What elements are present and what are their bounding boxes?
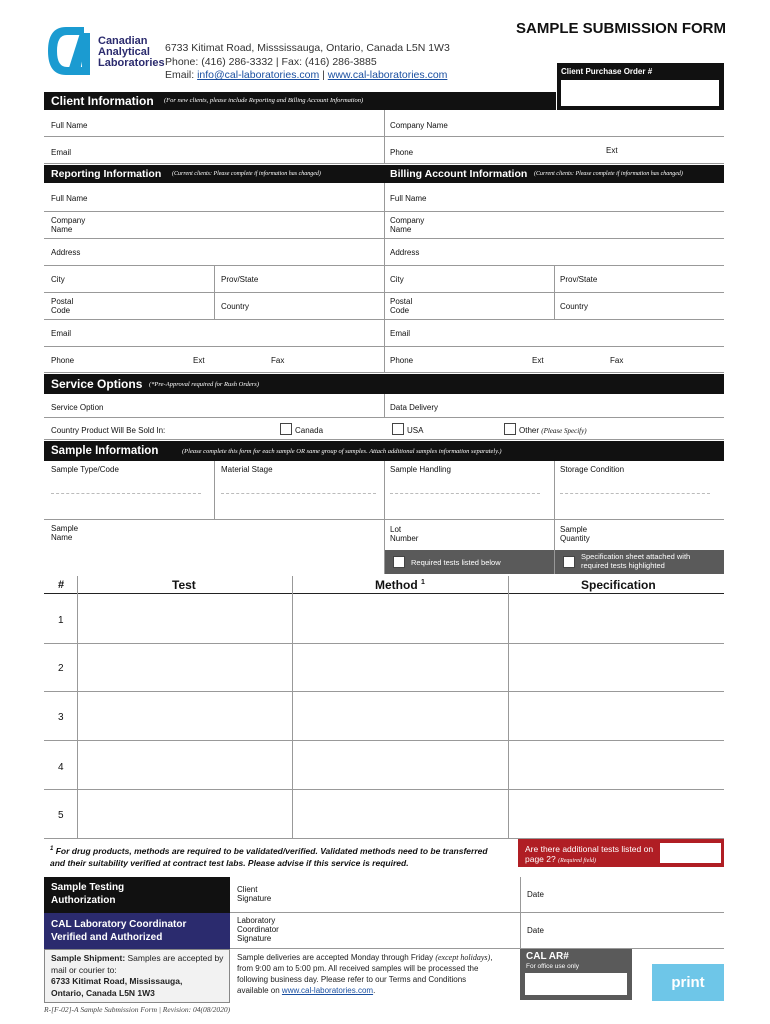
reporting-country-label: Country: [221, 302, 250, 311]
lab-sig-line1: Laboratory: [237, 916, 276, 925]
delivery-end: .: [373, 986, 376, 995]
spec-sheet-box: [555, 550, 724, 574]
reporting-prov-label: Prov/State: [221, 275, 259, 284]
reporting-fax-label: Fax: [271, 356, 285, 365]
lot-number-label: [390, 525, 418, 543]
usa-checkbox[interactable]: [392, 423, 404, 435]
terms-link[interactable]: www.cal-laboratories.com: [281, 986, 374, 995]
lab-sig-line3: Signature: [237, 934, 272, 943]
delivery-info: [237, 952, 497, 996]
reporting-phone-label: Phone: [51, 356, 75, 365]
company-phone-fax: Phone: (416) 286-3332 | Fax: (416) 286-3885: [165, 55, 377, 68]
cal-coord-box: [44, 913, 230, 949]
reporting-billing-grid: [44, 183, 724, 373]
lab-coordinator-signature-label: [237, 916, 279, 943]
billing-header: [384, 165, 724, 183]
data-delivery-label: Data Delivery: [390, 403, 439, 412]
method-footnote-marker: 1: [421, 579, 425, 586]
client-email-label: Email: [51, 148, 72, 157]
shipment-address-line1: 6733 Kitimat Road, Mississauga,: [51, 976, 183, 986]
canada-label: Canada: [295, 426, 324, 435]
client-info-note: (For new clients, please include Reporting and Billing Account Information): [164, 97, 364, 104]
sold-in-label: Country Product Will Be Sold In:: [51, 426, 166, 435]
lab-date-label: Date: [527, 926, 544, 935]
client-signature-field[interactable]: [284, 879, 518, 911]
reporting-title: Reporting Information: [51, 168, 162, 180]
additional-tests-input[interactable]: [660, 843, 721, 863]
tests-header-num: #: [58, 579, 65, 591]
billing-prov-label: Prov/State: [560, 275, 598, 284]
company-address: 6733 Kitimat Road, Misssissauga, Ontario, Canada L5N 1W3: [165, 42, 450, 54]
required-tests-label: Required tests listed below: [411, 558, 501, 567]
required-tests-checkbox[interactable]: [393, 556, 405, 568]
email-link[interactable]: info@cal-laboratories.com: [197, 69, 320, 81]
reporting-city-label: City: [51, 275, 65, 284]
delivery-text-1: Sample deliveries are accepted Monday through Friday: [237, 953, 436, 962]
shipment-text: Samples are accepted by mail or courier to:: [51, 953, 224, 975]
reporting-postal-line: Postal: [51, 297, 74, 306]
quantity-line2: Quantity: [560, 534, 590, 543]
service-option-label: Service Option: [51, 403, 104, 412]
client-company-input[interactable]: [449, 112, 722, 135]
logo-line-2: Analytical: [98, 46, 150, 58]
sample-type-select[interactable]: [51, 493, 201, 494]
client-sig-line2: Signature: [237, 894, 272, 903]
material-stage-label: Material Stage: [221, 465, 273, 474]
lot-line2: Number: [390, 534, 419, 543]
form-footer: R-[F-02]-A Sample Submission Form | Revision: 04(08/2020): [44, 1005, 231, 1014]
sample-note: (Please complete this form for each sample OR same group of samples. Attach additional samples information separately.): [182, 448, 502, 455]
sample-title: Sample Information: [51, 445, 159, 457]
spec-sheet-label: [581, 552, 690, 570]
tests-header-method: [375, 578, 425, 592]
logo-text: [98, 36, 165, 69]
billing-phone-label: Phone: [390, 356, 414, 365]
print-button-label: print: [671, 974, 705, 991]
client-sig-line1: Client: [237, 885, 258, 894]
reporting-email-label: Email: [51, 329, 72, 338]
required-tests-box: [385, 550, 554, 574]
sample-name-line1: Sample: [51, 524, 79, 533]
client-ext-label: Ext: [606, 146, 618, 155]
sample-handling-select[interactable]: [390, 493, 540, 494]
logo-line-3: Laboratories: [98, 57, 165, 69]
reporting-name-line: Name: [51, 225, 73, 234]
shipment-label: Sample Shipment:: [51, 953, 126, 963]
other-checkbox[interactable]: [504, 423, 516, 435]
client-info-header: [44, 92, 556, 110]
shipment-address-line2: Ontario, Canada L5N 1W3: [51, 987, 155, 998]
storage-condition-label: Storage Condition: [560, 465, 625, 474]
additional-tests-question: [525, 844, 655, 866]
other-label: [519, 426, 587, 436]
po-label: Client Purchase Order #: [561, 67, 653, 76]
test-row-3-num: 3: [58, 712, 64, 723]
billing-name-line: Name: [390, 225, 412, 234]
test-row-5-num: 5: [58, 810, 64, 821]
cal-ar-input[interactable]: [525, 973, 627, 995]
billing-ext-label: Ext: [532, 356, 544, 365]
po-input[interactable]: [561, 80, 719, 106]
reporting-ext-label: Ext: [193, 356, 205, 365]
test-row-1-num: 1: [58, 615, 64, 626]
billing-note: (Current clients: Please complete if information has changed): [534, 171, 683, 177]
test-row-2-num: 2: [58, 663, 64, 674]
service-title: Service Options: [51, 377, 143, 391]
additional-tests-box: [518, 839, 724, 867]
client-date-label: Date: [527, 890, 544, 899]
sample-type-label: Sample Type/Code: [51, 465, 119, 474]
sample-quantity-label: [560, 525, 590, 543]
billing-city-label: City: [390, 275, 404, 284]
billing-postal-label: [390, 297, 412, 315]
reporting-header: [44, 165, 384, 183]
reporting-full-name-label: Full Name: [51, 194, 88, 203]
tests-header-test: Test: [172, 578, 196, 592]
usa-label: USA: [407, 426, 424, 435]
delivery-holidays: (except holidays): [435, 953, 491, 962]
billing-company-line: Company: [390, 216, 425, 225]
reporting-address-label: Address: [51, 248, 81, 257]
office-use-label: For office use only: [526, 963, 579, 970]
contact-separator: |: [319, 69, 328, 81]
quantity-line1: Sample: [560, 525, 588, 534]
sample-header: [44, 441, 724, 461]
required-field-note: (Required field): [558, 858, 597, 864]
client-phone-label: Phone: [390, 148, 414, 157]
reporting-postal-label: [51, 297, 73, 315]
spec-sheet-checkbox[interactable]: [563, 556, 575, 568]
other-note: (Please Specify): [541, 427, 587, 435]
print-button[interactable]: [652, 964, 724, 1001]
client-company-label: Company Name: [390, 121, 448, 130]
reporting-company-label: [51, 216, 85, 234]
storage-condition-select[interactable]: [560, 493, 710, 494]
sample-testing-box: [44, 877, 230, 913]
client-full-name-input[interactable]: [104, 112, 382, 135]
method-header-text: Method: [375, 578, 418, 592]
canada-checkbox[interactable]: [280, 423, 292, 435]
billing-title: Billing Account Information: [390, 168, 528, 180]
sample-testing-label: Sample Testing Authorization: [51, 882, 125, 906]
footnote-marker: 1: [50, 846, 54, 852]
billing-full-name-label: Full Name: [390, 194, 427, 203]
logo-line-1: Canadian: [98, 35, 148, 47]
sample-name-line2: Name: [51, 533, 73, 542]
billing-country-label: Country: [560, 302, 589, 311]
billing-postal-line: Postal: [390, 297, 413, 306]
reporting-code-line: Code: [51, 306, 71, 315]
client-info-title: Client Information: [51, 94, 154, 108]
client-full-name-label: Full Name: [51, 121, 88, 130]
po-box: [557, 63, 724, 110]
tests-header-spec: Specification: [581, 578, 656, 592]
cal-ar-box: [520, 949, 632, 1000]
reporting-company-line: Company: [51, 216, 86, 225]
form-title: SAMPLE SUBMISSION FORM: [515, 20, 726, 37]
company-contact: [165, 69, 450, 83]
tests-table: [44, 576, 724, 839]
cal-logo-mark-icon: [44, 23, 94, 79]
reporting-note: (Current clients: Please complete if information has changed): [172, 171, 321, 177]
spec-sheet-line1: Specification sheet attached with: [581, 552, 691, 561]
delivery-text-2: , from 9:00 am to 5:00 pm. All received samples will be processed the following business day. Please refer to our Terms and Conditions available on: [237, 953, 493, 995]
footnote-text: For drug products, methods are required to be validated/verified. Validated methods need to be transferred and their suitability verified at contract test labs. Please advise if this service is required.: [50, 845, 488, 868]
billing-fax-label: Fax: [610, 356, 624, 365]
service-note: (*Pre-Approval required for Rush Orders): [149, 381, 260, 388]
spec-sheet-line2: required tests highlighted: [581, 561, 665, 570]
billing-address-label: Address: [390, 248, 420, 257]
footnote: [50, 843, 495, 869]
billing-company-label: [390, 216, 424, 234]
lot-line1: Lot: [390, 525, 402, 534]
client-signature-label: [237, 885, 271, 903]
cal-coord-label: CAL Laboratory Coordinator Verified and Authorized: [51, 919, 187, 943]
sample-name-label: [51, 524, 78, 542]
additional-tests-text: Are there additional tests listed on page 2?: [525, 844, 654, 864]
material-stage-select[interactable]: [221, 493, 376, 494]
email-label: Email:: [165, 69, 198, 81]
lab-sig-line2: Coordinator: [237, 925, 279, 934]
shipment-box: [44, 949, 230, 1003]
billing-code-line: Code: [390, 306, 410, 315]
cal-logo: [44, 23, 94, 79]
other-label-text: Other: [519, 426, 540, 435]
sample-handling-label: Sample Handling: [390, 465, 451, 474]
test-row-4-num: 4: [58, 762, 64, 773]
sample-grid: [44, 461, 724, 574]
client-info-grid: [44, 110, 724, 164]
authorization-grid: [44, 877, 724, 949]
service-grid: [44, 394, 724, 440]
cal-ar-label: CAL AR#: [526, 951, 569, 962]
website-link[interactable]: www.cal-laboratories.com: [327, 69, 448, 81]
service-header: [44, 374, 724, 394]
billing-email-label: Email: [390, 329, 411, 338]
